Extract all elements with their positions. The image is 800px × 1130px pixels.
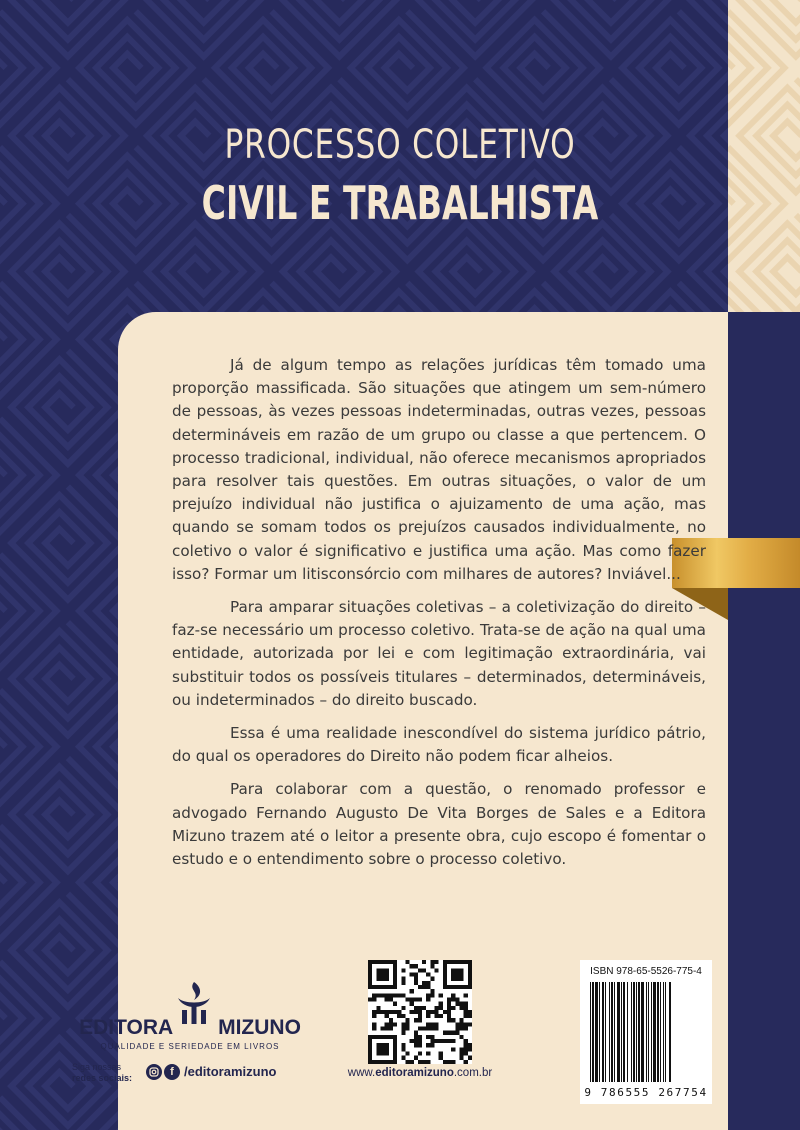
publisher-tagline: QUALIDADE E SERIEDADE EM LIVROS xyxy=(100,1042,280,1051)
isbn-barcode xyxy=(580,960,712,1104)
website-link[interactable] xyxy=(330,1067,510,1079)
publisher-name-right: MIZUNO xyxy=(218,1016,301,1039)
right-cream-pattern xyxy=(728,0,800,312)
qr-code[interactable] xyxy=(368,960,472,1064)
synopsis-paragraph: Para amparar situações coletivas – a coletivização do direito – faz-se necessário um processo coletivo. Trata-se de ação na qual uma entidade, autorizada por lei e com legitimação extraordinária, vai substituir todos os possíveis titulares – determinados, determináveis, ou indeterminados – do direito buscado. xyxy=(172,598,706,709)
barcode-bars xyxy=(588,982,704,1082)
website-suffix: .com.br xyxy=(453,1067,493,1079)
facebook-icon[interactable]: f xyxy=(164,1064,180,1080)
website-domain: editoramizuno xyxy=(375,1067,454,1079)
social-label-line1: Siga nossas xyxy=(72,1062,122,1072)
book-title-line1: PROCESSO COLETIVO xyxy=(224,122,576,168)
publisher-name-left: EDITORA xyxy=(79,1016,173,1039)
website-prefix: www. xyxy=(347,1067,376,1079)
synopsis-text xyxy=(172,354,706,881)
social-label-line2: redes sociais: xyxy=(72,1073,133,1083)
social-links xyxy=(72,1062,312,1092)
social-handle[interactable]: /editoramizuno xyxy=(184,1064,277,1079)
synopsis-paragraph: Essa é uma realidade inescondível do sistema jurídico pátrio, do qual os operadores do Direito não podem ficar alheios. xyxy=(172,724,706,766)
barcode-digits: 9 786555 267754 xyxy=(584,1086,708,1099)
social-label xyxy=(72,1062,142,1084)
isbn-label: ISBN 978-65-5526-775-4 xyxy=(590,966,702,977)
synopsis-paragraph: Para colaborar com a questão, o renomado professor e advogado Fernando Augusto De Vita Borges de Sales e a Editora Mizuno trazem até o leitor a presente obra, cujo escopo é fomentar o estudo e o entendimento sobre o processo coletivo. xyxy=(172,780,706,869)
instagram-icon[interactable] xyxy=(146,1064,162,1080)
synopsis-paragraph: Já de algum tempo as relações jurídicas têm tomado uma proporção massificada. São situações que atingem um sem-número de pessoas, às vezes pessoas indeterminadas, outras vezes, pessoas determináveis em razão de um grupo ou classe a que pertencem. O processo tradicional, individual, não oferece mecanismos apropriados para resolver tais questões. Em outras situações, o valor de um prejuízo individual não justifica o ajuizamento de uma ação, mas quando se somam todos os prejuízos causados individualmente, no coletivo o valor é significativo e justifica uma ação. Mas como fazer isso? Formar um litisconsórcio com milhares de autores? Inviável... xyxy=(172,356,706,583)
book-title-line2: CIVIL E TRABALHISTA xyxy=(201,176,599,230)
publisher-name xyxy=(70,1016,310,1040)
